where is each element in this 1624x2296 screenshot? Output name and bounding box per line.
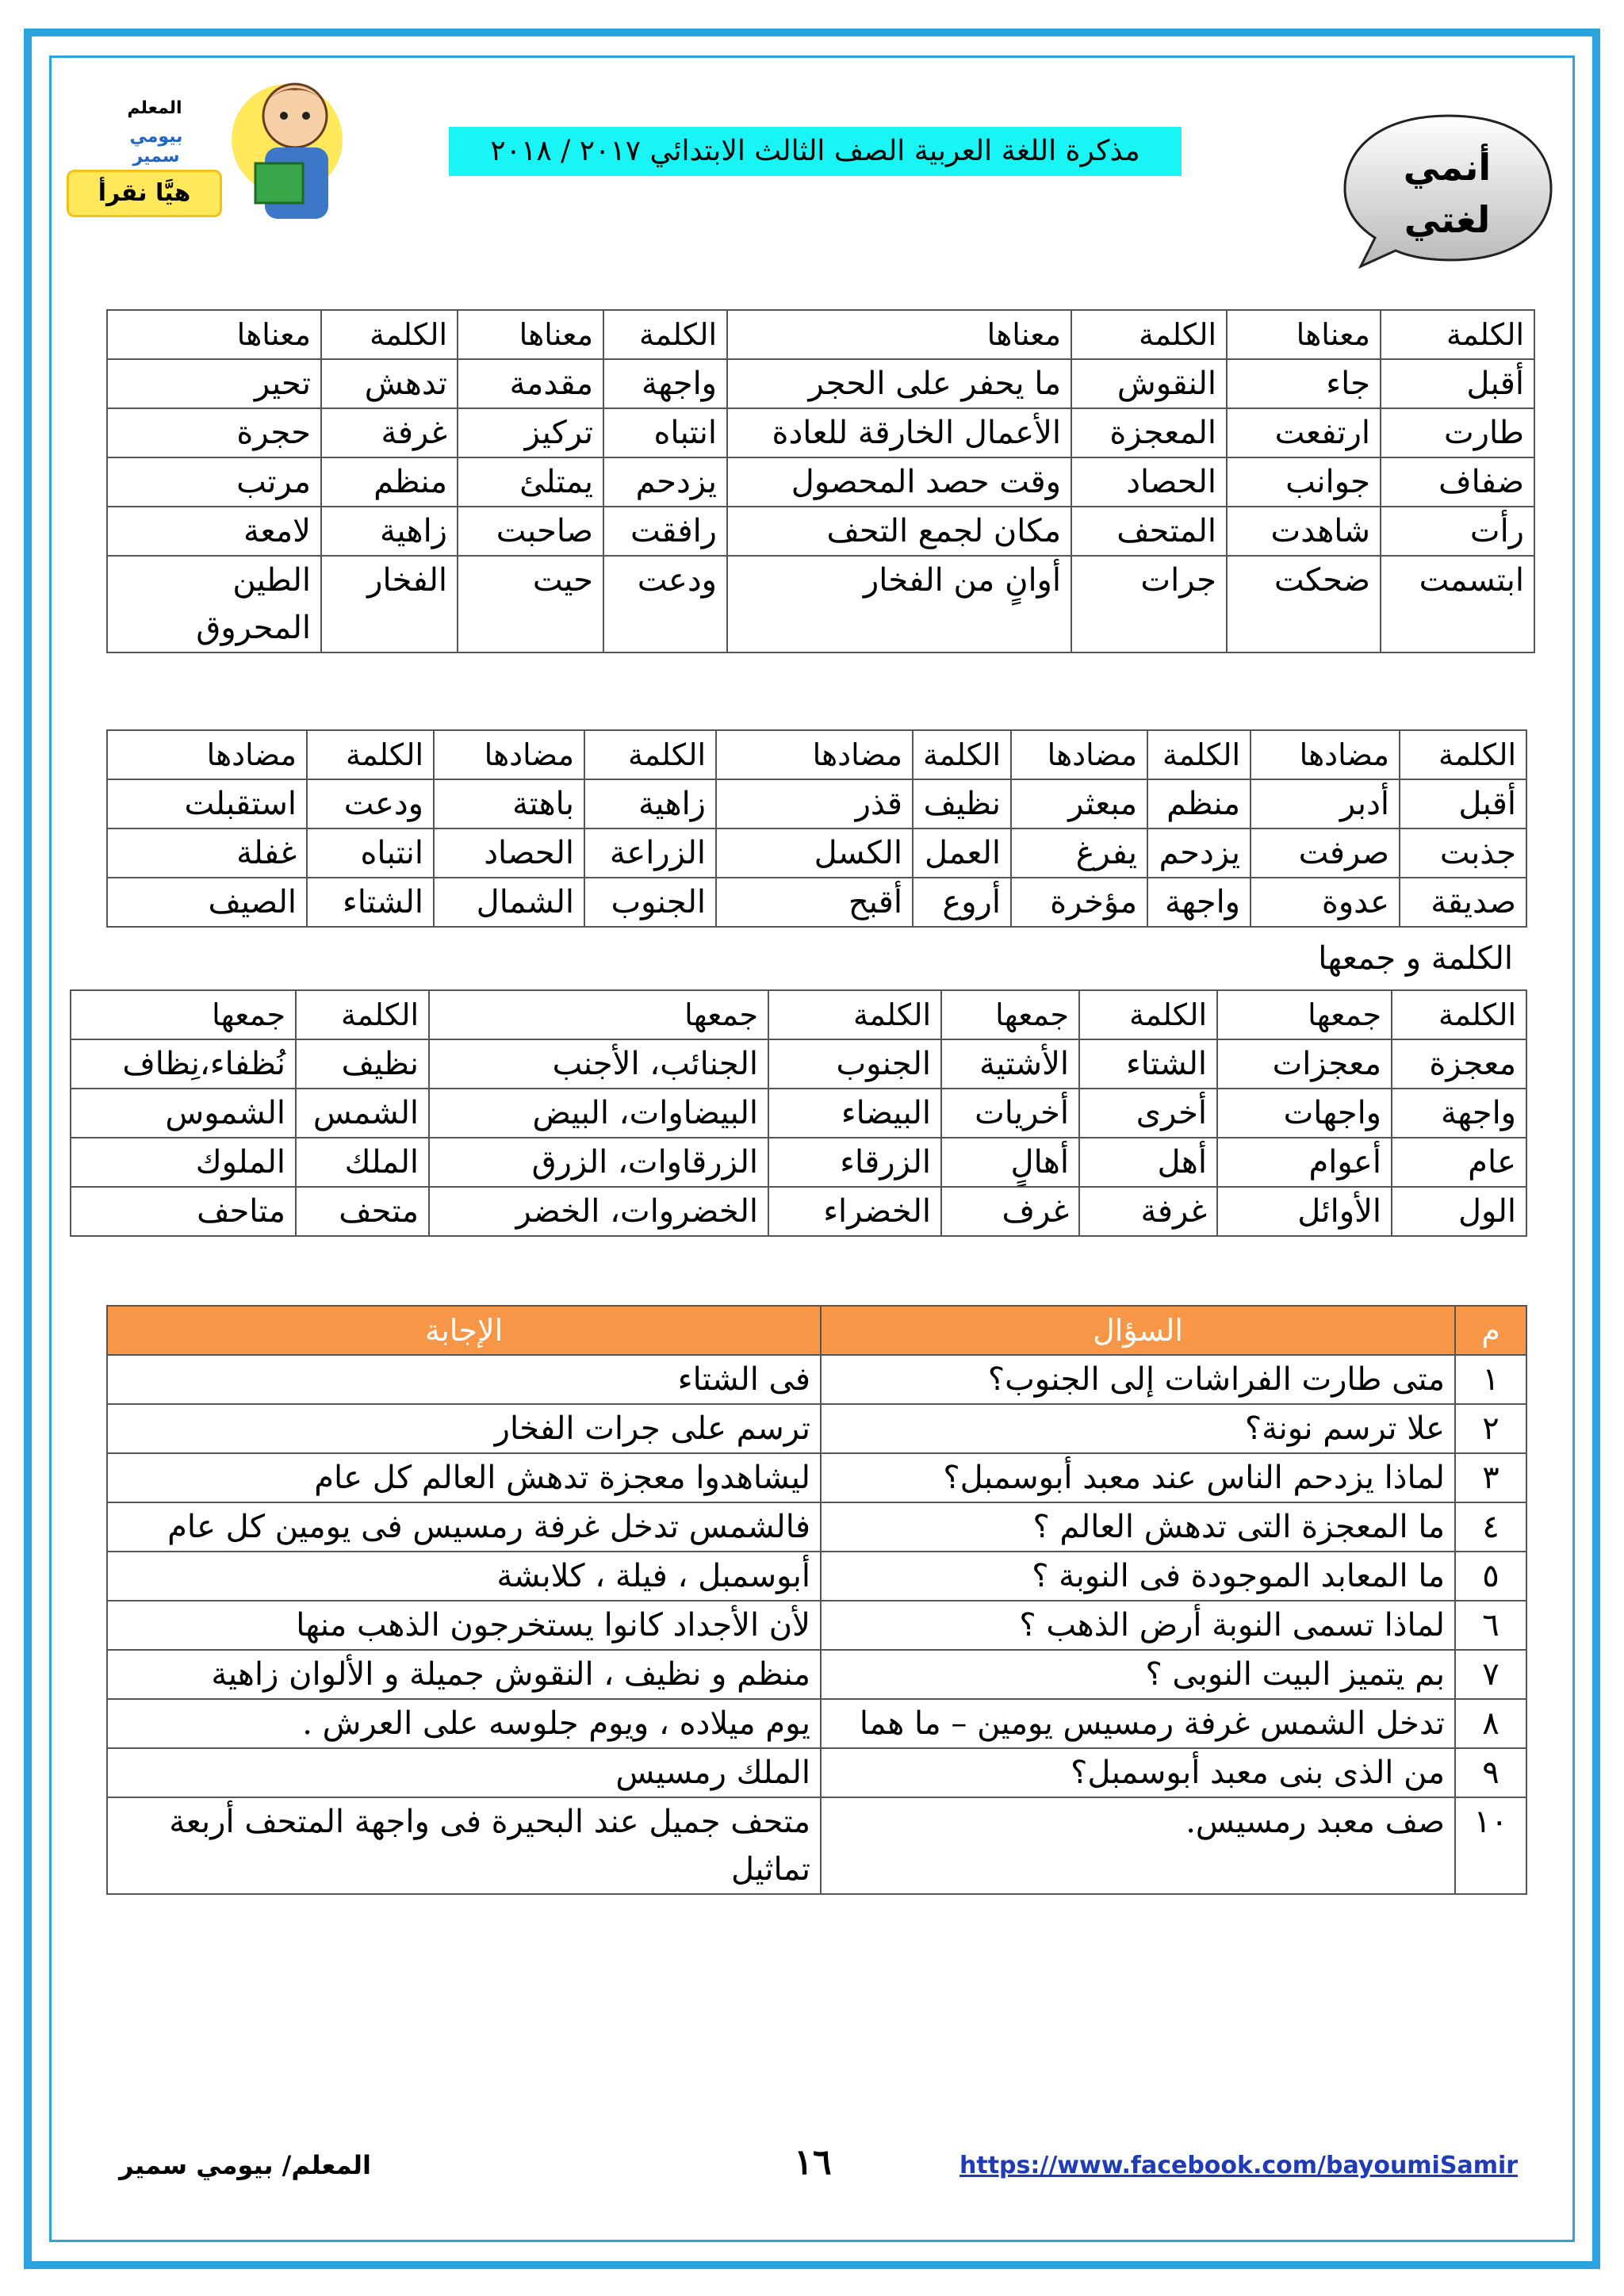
- cell: واجهة: [1147, 878, 1251, 927]
- cell: المعجزة: [1071, 408, 1227, 457]
- logo-teacher-label: المعلم: [127, 98, 182, 118]
- cell: أخرى: [1079, 1089, 1217, 1138]
- col-header-number: م: [1455, 1306, 1526, 1355]
- row-number: ١٠: [1455, 1797, 1526, 1894]
- cell: ضفاف: [1381, 457, 1534, 507]
- col-header: الكلمة: [1392, 990, 1526, 1039]
- plurals-caption: الكلمة و جمعها: [1318, 940, 1513, 977]
- row-number: ٩: [1455, 1748, 1526, 1797]
- cell: الزرقاوات، الزرق: [429, 1138, 768, 1187]
- row-number: ٢: [1455, 1404, 1526, 1453]
- bubble-line-2: لغتي: [1404, 198, 1491, 241]
- cell: يزدحم: [1147, 828, 1251, 878]
- cell: ودعت: [603, 556, 727, 652]
- cell: الصيف: [107, 878, 307, 927]
- cell: ابتسمت: [1381, 556, 1534, 652]
- cell: منظم: [321, 457, 458, 507]
- cell: الكسل: [716, 828, 913, 878]
- cell: ودعت: [307, 779, 434, 828]
- cell: استقبلت: [107, 779, 307, 828]
- cell: المتحف: [1071, 507, 1227, 556]
- question: صف معبد رمسيس.: [821, 1797, 1455, 1894]
- facebook-link[interactable]: https://www.facebook.com/bayoumiSamir: [959, 2152, 1519, 2179]
- table-row: [107, 507, 1534, 556]
- answer: لأن الأجداد كانوا يستخرجون الذهب منها: [107, 1601, 821, 1650]
- cell: ما يحفر على الحجر: [727, 359, 1071, 408]
- cell: جاء: [1227, 359, 1381, 408]
- table-row: [107, 1748, 1526, 1797]
- cell: عام: [1392, 1138, 1526, 1187]
- cell: جذبت: [1400, 828, 1526, 878]
- answer: ليشاهدوا معجزة تدهش العالم كل عام: [107, 1453, 821, 1502]
- col-header: مضادها: [1011, 730, 1147, 779]
- cell: عدوة: [1251, 878, 1400, 927]
- cell: نُظفاء،نِظاف: [71, 1039, 296, 1089]
- cell: أعوام: [1217, 1138, 1392, 1187]
- row-number: ٧: [1455, 1650, 1526, 1699]
- cell: الأعمال الخارقة للعادة: [727, 408, 1071, 457]
- cell: صرفت: [1251, 828, 1400, 878]
- logo-teacher-name: بيومي سمير: [129, 127, 183, 166]
- cell: أقبح: [716, 878, 913, 927]
- col-header: الكلمة: [584, 730, 716, 779]
- cell: البيضاء: [768, 1089, 941, 1138]
- col-header: الكلمة: [1071, 310, 1227, 359]
- cell: العمل: [913, 828, 1011, 878]
- cell: الملك: [296, 1138, 429, 1187]
- opposites-header-row: [107, 730, 1526, 779]
- cell: تركيز: [458, 408, 603, 457]
- col-header: معناها: [1227, 310, 1381, 359]
- cell: الجنوب: [584, 878, 716, 927]
- col-header: مضادها: [716, 730, 913, 779]
- cell: الول: [1392, 1187, 1526, 1236]
- cell: أقبل: [1400, 779, 1526, 828]
- answer: فى الشتاء: [107, 1355, 821, 1404]
- table-row: [107, 779, 1526, 828]
- meanings-header-row: [107, 310, 1534, 359]
- col-header: الكلمة: [913, 730, 1011, 779]
- table-row: [71, 1089, 1526, 1138]
- cell: مبعثر: [1011, 779, 1147, 828]
- col-header: الكلمة: [1400, 730, 1526, 779]
- cell: طارت: [1381, 408, 1534, 457]
- meanings-table: [106, 309, 1535, 653]
- cell: أهل: [1079, 1138, 1217, 1187]
- cell: زاهية: [584, 779, 716, 828]
- qa-table: [106, 1305, 1527, 1895]
- cell: انتباه: [603, 408, 727, 457]
- bubble-line-1: أنمي: [1403, 146, 1492, 189]
- col-header: مضادها: [1251, 730, 1400, 779]
- cell: الجنائب، الأجنب: [429, 1039, 768, 1089]
- col-header: مضادها: [107, 730, 307, 779]
- table-row: [107, 1453, 1526, 1502]
- cell: الخضراء: [768, 1187, 941, 1236]
- footer-teacher-name: المعلم/ بيومي سمير: [119, 2150, 371, 2180]
- col-header-answer: الإجابة: [107, 1306, 821, 1355]
- cell: معجزات: [1217, 1039, 1392, 1089]
- cell: أقبل: [1381, 359, 1534, 408]
- cell: الفخار: [321, 556, 458, 652]
- col-header: معناها: [727, 310, 1071, 359]
- cell: البيضاوات، البيض: [429, 1089, 768, 1138]
- cell: مؤخرة: [1011, 878, 1147, 927]
- cell: ضحكت: [1227, 556, 1381, 652]
- cell: الطين المحروق: [107, 556, 321, 652]
- cell: جرات: [1071, 556, 1227, 652]
- answer: أبوسمبل ، فيلة ، كلابشة: [107, 1552, 821, 1601]
- cell: يمتلئ: [458, 457, 603, 507]
- cell: مقدمة: [458, 359, 603, 408]
- cell: زاهية: [321, 507, 458, 556]
- cell: الزراعة: [584, 828, 716, 878]
- cell: الأوائل: [1217, 1187, 1392, 1236]
- table-row: [107, 1502, 1526, 1552]
- table-row: [107, 1797, 1526, 1894]
- table-row: [107, 1355, 1526, 1404]
- cell: أوانٍ من الفخار: [727, 556, 1071, 652]
- col-header: معناها: [107, 310, 321, 359]
- cell: الشتاء: [307, 878, 434, 927]
- cell: الأشتية: [941, 1039, 1079, 1089]
- cell: حيت: [458, 556, 603, 652]
- cell: معجزة: [1392, 1039, 1526, 1089]
- row-number: ٦: [1455, 1601, 1526, 1650]
- cell: غفلة: [107, 828, 307, 878]
- cell: قذر: [716, 779, 913, 828]
- cell: رافقت: [603, 507, 727, 556]
- cell: نظيف: [296, 1039, 429, 1089]
- cell: الزرقاء: [768, 1138, 941, 1187]
- answer: يوم ميلاده ، ويوم جلوسه على العرش .: [107, 1699, 821, 1748]
- cell: الحصاد: [434, 828, 584, 878]
- table-row: [107, 1601, 1526, 1650]
- question: علا ترسم نونة؟: [821, 1404, 1455, 1453]
- cell: حجرة: [107, 408, 321, 457]
- cell: انتباه: [307, 828, 434, 878]
- answer: منظم و نظيف ، النقوش جميلة و الألوان زاهية: [107, 1650, 821, 1699]
- page-title: مذكرة اللغة العربية الصف الثالث الابتدائي ٢٠١٧ / ٢٠١٨: [449, 127, 1182, 176]
- cell: باهتة: [434, 779, 584, 828]
- logo-banner: هيَّا نقرأ: [67, 170, 222, 217]
- question: لماذا تسمى النوبة أرض الذهب ؟: [821, 1601, 1455, 1650]
- cell: مرتب: [107, 457, 321, 507]
- row-number: ٥: [1455, 1552, 1526, 1601]
- table-row: [107, 1552, 1526, 1601]
- row-number: ٤: [1455, 1502, 1526, 1552]
- row-number: ٨: [1455, 1699, 1526, 1748]
- table-row: [71, 1039, 1526, 1089]
- col-header: الكلمة: [603, 310, 727, 359]
- question: متى طارت الفراشات إلى الجنوب؟: [821, 1355, 1455, 1404]
- cell: نظيف: [913, 779, 1011, 828]
- col-header: معناها: [458, 310, 603, 359]
- cell: صاحبت: [458, 507, 603, 556]
- cell: تدهش: [321, 359, 458, 408]
- cell: أدبر: [1251, 779, 1400, 828]
- cell: متاحف: [71, 1187, 296, 1236]
- col-header: جمعها: [429, 990, 768, 1039]
- table-row: [71, 1138, 1526, 1187]
- cell: متحف: [296, 1187, 429, 1236]
- col-header: جمعها: [71, 990, 296, 1039]
- cell: غرفة: [1079, 1187, 1217, 1236]
- answer: فالشمس تدخل غرفة رمسيس فى يومين كل عام: [107, 1502, 821, 1552]
- col-header: مضادها: [434, 730, 584, 779]
- cell: الخضروات، الخضر: [429, 1187, 768, 1236]
- cell: يزدحم: [603, 457, 727, 507]
- answer: الملك رمسيس: [107, 1748, 821, 1797]
- cell: ارتفعت: [1227, 408, 1381, 457]
- opposites-table: [106, 729, 1527, 928]
- cell: واجهة: [603, 359, 727, 408]
- col-header: الكلمة: [1079, 990, 1217, 1039]
- bubble-text: [1372, 141, 1522, 246]
- cell: الشمال: [434, 878, 584, 927]
- col-header: الكلمة: [307, 730, 434, 779]
- col-header: الكلمة: [1147, 730, 1251, 779]
- cell: أخريات: [941, 1089, 1079, 1138]
- cell: الشتاء: [1079, 1039, 1217, 1089]
- cell: غرفة: [321, 408, 458, 457]
- table-row: [107, 1699, 1526, 1748]
- cell: مكان لجمع التحف: [727, 507, 1071, 556]
- col-header: الكلمة: [1381, 310, 1534, 359]
- cell: الشمس: [296, 1089, 429, 1138]
- question: من الذى بنى معبد أبوسمبل؟: [821, 1748, 1455, 1797]
- plurals-header-row: [71, 990, 1526, 1039]
- cell: أهالٍ: [941, 1138, 1079, 1187]
- table-row: [107, 828, 1526, 878]
- qa-header-row: [107, 1306, 1526, 1355]
- plurals-table: [70, 989, 1527, 1237]
- table-row: [71, 1187, 1526, 1236]
- cell: الجنوب: [768, 1039, 941, 1089]
- table-row: [107, 359, 1534, 408]
- cell: وقت حصد المحصول: [727, 457, 1071, 507]
- col-header: جمعها: [1217, 990, 1392, 1039]
- col-header: جمعها: [941, 990, 1079, 1039]
- row-number: ٣: [1455, 1453, 1526, 1502]
- answer: ترسم على جرات الفخار: [107, 1404, 821, 1453]
- col-header: الكلمة: [296, 990, 429, 1039]
- table-row: [107, 1404, 1526, 1453]
- col-header-question: السؤال: [821, 1306, 1455, 1355]
- cell: شاهدت: [1227, 507, 1381, 556]
- cell: تحير: [107, 359, 321, 408]
- cell: جوانب: [1227, 457, 1381, 507]
- question: بم يتميز البيت النوبى ؟: [821, 1650, 1455, 1699]
- table-row: [107, 457, 1534, 507]
- question: تدخل الشمس غرفة رمسيس يومين – ما هما: [821, 1699, 1455, 1748]
- cell: يفرغ: [1011, 828, 1147, 878]
- table-row: [107, 1650, 1526, 1699]
- question: ما المعجزة التى تدهش العالم ؟: [821, 1502, 1455, 1552]
- question: لماذا يزدحم الناس عند معبد أبوسمبل؟: [821, 1453, 1455, 1502]
- cell: منظم: [1147, 779, 1251, 828]
- cell: صديقة: [1400, 878, 1526, 927]
- cell: الحصاد: [1071, 457, 1227, 507]
- cell: النقوش: [1071, 359, 1227, 408]
- cell: أروع: [913, 878, 1011, 927]
- cell: واجهات: [1217, 1089, 1392, 1138]
- cell: الشموس: [71, 1089, 296, 1138]
- table-row: [107, 878, 1526, 927]
- cell: رأت: [1381, 507, 1534, 556]
- cell: غرف: [941, 1187, 1079, 1236]
- cell: لامعة: [107, 507, 321, 556]
- table-row: [107, 556, 1534, 652]
- question: ما المعابد الموجودة فى النوبة ؟: [821, 1552, 1455, 1601]
- page-number: ١٦: [794, 2142, 832, 2183]
- table-row: [107, 408, 1534, 457]
- answer: متحف جميل عند البحيرة فى واجهة المتحف أربعة تماثيل: [107, 1797, 821, 1894]
- col-header: الكلمة: [768, 990, 941, 1039]
- row-number: ١: [1455, 1355, 1526, 1404]
- col-header: الكلمة: [321, 310, 458, 359]
- cell: الملوك: [71, 1138, 296, 1187]
- cell: واجهة: [1392, 1089, 1526, 1138]
